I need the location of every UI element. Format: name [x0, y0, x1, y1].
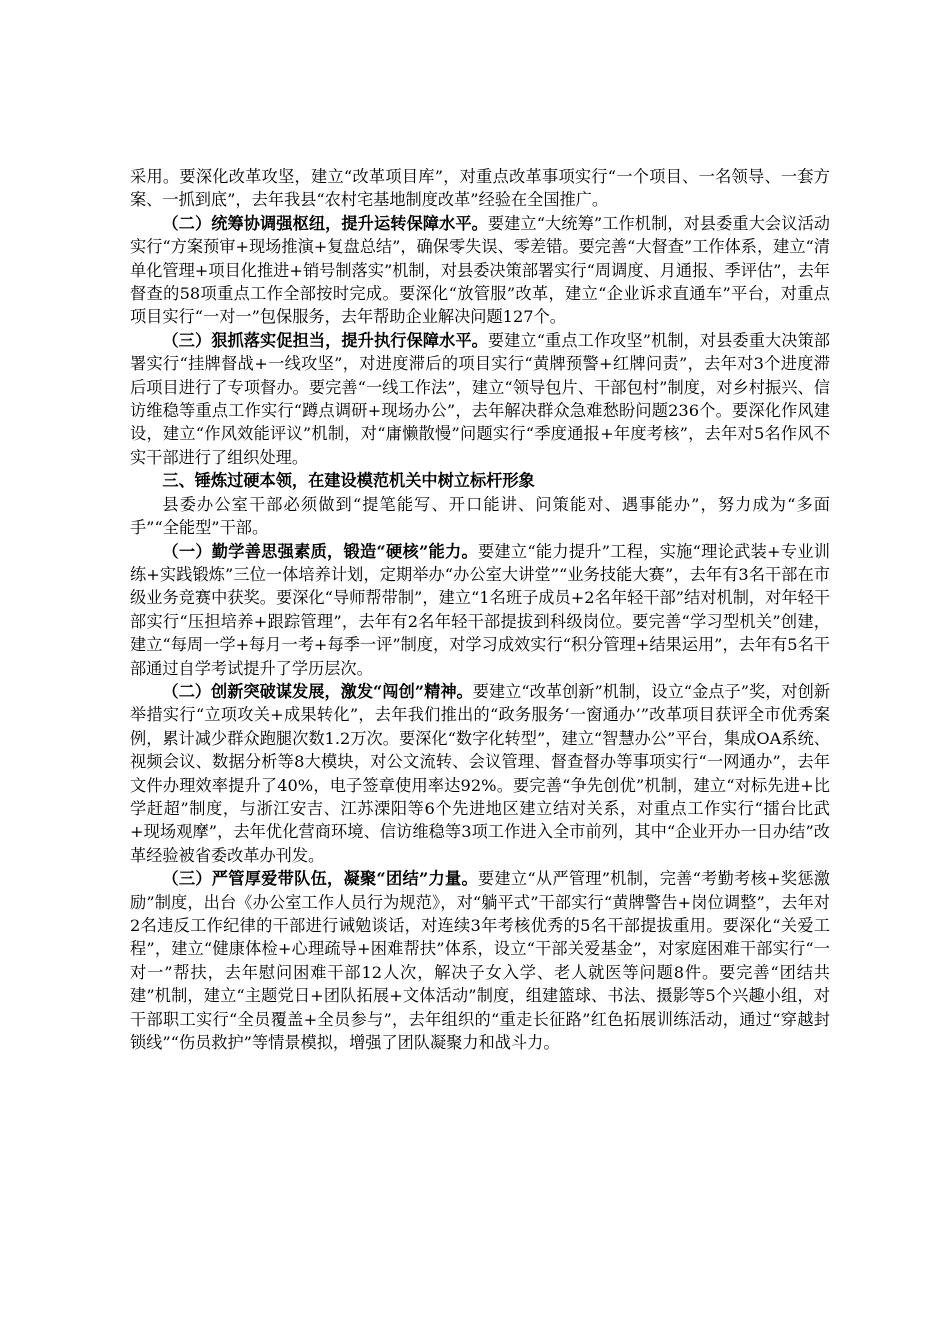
document-body: [130, 165, 830, 1054]
paragraph-text: 采用。要深化改革攻坚，建立“改革项目库”，对重点改革事项实行“一个项目、一名领导、一套方案、一抓到底”，去年我县“农村宅基地制度改革”经验在全国推广。: [130, 167, 830, 210]
paragraph-text: 县委办公室干部必须做到“提笔能写、开口能讲、问策能对、遇事能办”，努力成为“多面手”“全能型”干部。: [130, 494, 830, 538]
paragraph-text: 要建立“能力提升”工程，实施“理论武装+专业训练+实践锻炼”三位一体培养计划，定期举办“办公室大讲堂”“业务技能大赛”，去年有3名干部在市级业务竞赛中获奖。要深化“导师帮带制”，建立“1名班子成员+2名年轻干部”结对机制，对年轻干部实行“压担培养+跟踪管理”，去年有2名年轻干部提拔到科级岗位。要完善“学习型机关”创建，建立“每周一学+每月一考+每季一评”制度，对学习成效实行“积分管理+结果运用”，去年有5名干部通过自学考试提升了学历层次。: [130, 541, 830, 678]
paragraph-section-3-intro: [130, 493, 830, 540]
paragraph-section-2-3: [130, 329, 830, 469]
paragraph-heading: （三）狠抓落实促担当，提升执行保障水平。: [162, 330, 488, 350]
paragraph-heading: （二）统筹协调强枢纽，提升运转保障水平。: [162, 213, 488, 233]
paragraph-section-3-3: [130, 867, 830, 1054]
paragraph-text: 要建立“改革创新”机制，设立“金点子”奖，对创新举措实行“立项攻关+成果转化”，去年我们推出的“政务服务‘一窗通办’”改革项目获评全市优秀案例，累计减少群众跑腿次数1.2万次。要深化“数字化转型”，建立“智慧办公”平台，集成OA系统、视频会议、数据分析等8大模块，对公文流转、会议管理、督查督办等事项实行“一网通办”，去年文件办理效率提升了40%，电子签章使用率达92%。要完善“争先创优”机制，建立“对标先进+比学赶超”制度，与浙江安吉、江苏溧阳等6个先进地区建立结对关系，对重点工作实行“擂台比武+现场观摩”，去年优化营商环境、信访维稳等3项工作进入全市前列，其中“企业开办一日办结”改革经验被省委改革办刊发。: [130, 681, 831, 865]
paragraph-text: 要建立“大统筹”工作机制，对县委重大会议活动实行“方案预审+现场推演+复盘总结”，确保零失误、零差错。要完善“大督查”工作体系，建立“清单化管理+项目化推进+销号制落实”机制，对县委决策部署实行“周调度、月通报、季评估”，去年督查的58项重点工作全部按时完成。要深化“放管服”改革，建立“企业诉求直通车”平台，对重点项目实行“一对一”包保服务，去年帮助企业解决问题127个。: [130, 213, 830, 327]
paragraph-heading: （二）创新突破谋发展，激发“闯创”精神。: [162, 681, 473, 701]
section-title: 三、锤炼过硬本领，在建设模范机关中树立标杆形象: [162, 471, 535, 491]
paragraph-section-3-2: [130, 680, 830, 867]
section-heading-3: [130, 469, 830, 492]
paragraph-section-3-1: [130, 540, 830, 680]
paragraph-text: 要建立“从严管理”机制，完善“考勤考核+奖惩激励”制度，出台《办公室工作人员行为规范》，对“躺平式”干部实行“黄牌警告+岗位调整”，去年对2名违反工作纪律的干部进行诫勉谈话，对连续3年考核优秀的5名干部提拔重用。要深化“关爱工程”，建立“健康体检+心理疏导+困难帮扶”体系，设立“干部关爱基金”，对家庭困难干部实行“一对一”帮扶，去年慰问困难干部12人次，解决子女入学、老人就医等问题8件。要完善“团结共建”机制，建立“主题党日+团队拓展+文体活动”制度，组建篮球、书法、摄影等5个兴趣小组，对干部职工实行“全员覆盖+全员参与”，去年组织的“重走长征路”红色拓展训练活动，通过“穿越封锁线”“伤员救护”等情景模拟，增强了团队凝聚力和战斗力。: [130, 869, 830, 1053]
paragraph-text: 要建立“重点工作攻坚”机制，对县委重大决策部署实行“挂牌督战+一线攻坚”，对进度滞后的项目实行“黄牌预警+红牌问责”，去年对3个进度滞后项目进行了专项督办。要完善“一线工作法”，建立“领导包片、干部包村”制度，对乡村振兴、信访维稳等重点工作实行“蹲点调研+现场办公”，去年解决群众急难愁盼问题236个。要深化作风建设，建立“作风效能评议”机制，对“庸懒散慢”问题实行“季度通报+年度考核”，去年对5名作风不实干部进行了组织处理。: [130, 330, 830, 467]
paragraph-heading: （一）勤学善思强素质，锻造“硬核”能力。: [162, 541, 478, 561]
paragraph-section-2-2: [130, 212, 830, 329]
paragraph-continuation: [130, 165, 830, 212]
paragraph-heading: （三）严管厚爱带队伍，凝聚“团结”力量。: [162, 869, 478, 889]
